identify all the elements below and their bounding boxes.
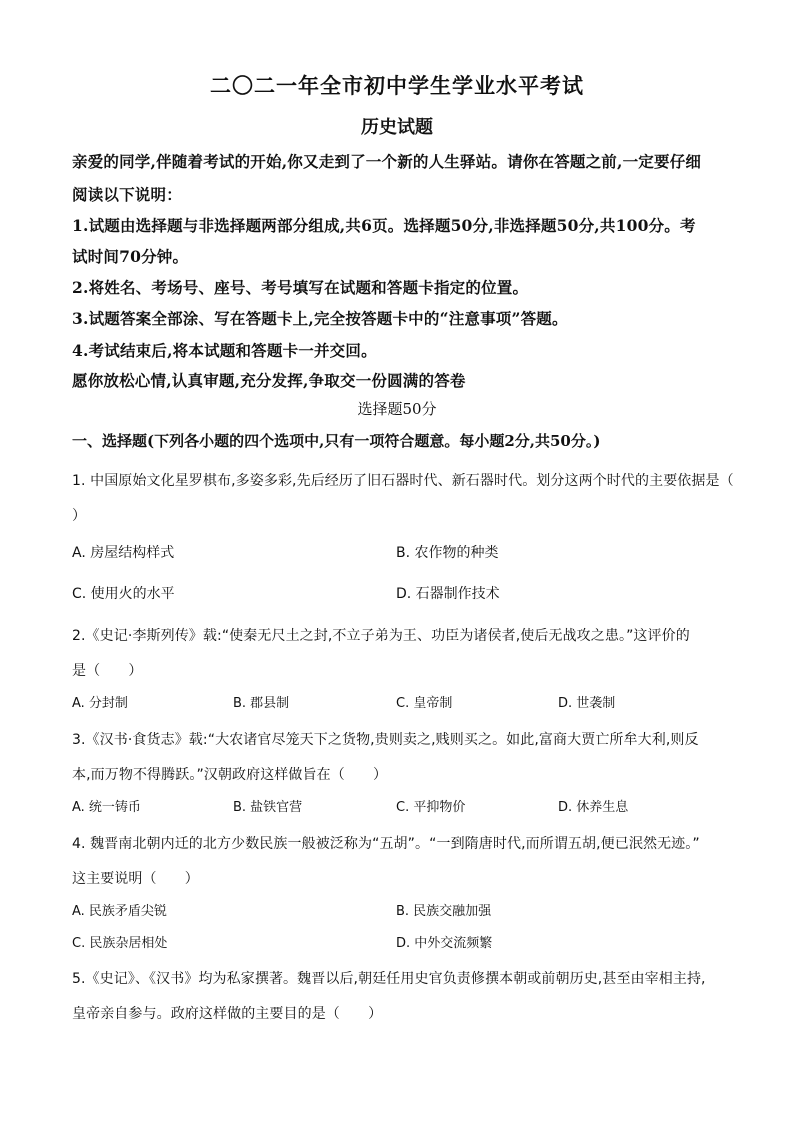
question-4-option-a[interactable]: A. 民族矛盾尖锐	[72, 904, 167, 919]
question-4-text: 4. 魏晋南北朝内迁的北方少数民族一般被泛称为“五胡”。“一到隋唐时代,而所谓五胡,便已泯然无迹。”	[72, 836, 700, 852]
question-2-option-b[interactable]: B. 郡县制	[233, 696, 290, 711]
question-1-option-d[interactable]: D. 石器制作技术	[396, 586, 500, 602]
exam-subtitle: 历史试题	[361, 117, 433, 138]
instruction-1-cont: 试时间70分钟。	[72, 247, 189, 266]
question-3-option-c[interactable]: C. 平抑物价	[396, 800, 466, 815]
question-4-text-cont: 这主要说明（ ）	[72, 871, 199, 887]
question-3-option-b[interactable]: B. 盐铁官营	[233, 800, 303, 815]
question-5-text-cont: 皇帝亲自参与。政府这样做的主要目的是（ ）	[72, 1006, 383, 1022]
question-2-option-a[interactable]: A. 分封制	[72, 696, 128, 711]
question-3-option-d[interactable]: D. 休养生息	[558, 800, 629, 815]
question-5-text: 5.《史记》、《汉书》均为私家撰著。魏晋以后,朝廷任用史官负责修撰本朝或前朝历史,甚至由宰相主持,	[72, 971, 706, 987]
question-3-text-cont: 本,而万物不得腾跃。”汉朝政府这样做旨在（ ）	[72, 767, 388, 783]
question-1-option-b[interactable]: B. 农作物的种类	[396, 545, 499, 561]
question-4-option-b[interactable]: B. 民族交融加强	[396, 904, 492, 919]
question-3-text: 3.《汉书·食货志》载:“大农诸官尽笼天下之货物,贵则卖之,贱则买之。如此,富商大贾亡所牟大利,则反	[72, 732, 699, 748]
question-1-text-cont: ）	[72, 508, 87, 524]
question-2-text: 2.《史记·李斯列传》载:“使秦无尺土之封,不立子弟为王、功臣为诸侯者,使后无战攻之患。”这评价的	[72, 628, 690, 644]
instruction-3: 3.试题答案全部涂、写在答题卡上,完全按答题卡中的“注意事项”答题。	[72, 309, 568, 328]
question-4-option-c[interactable]: C. 民族杂居相处	[72, 936, 168, 951]
exam-title: 二〇二一年全市初中学生学业水平考试	[210, 73, 584, 98]
question-1-text: 1. 中国原始文化星罗棋布,多姿多彩,先后经历了旧石器时代、新石器时代。划分这两个时代的主要依据是（	[72, 473, 734, 489]
question-4-option-d[interactable]: D. 中外交流频繁	[396, 936, 493, 951]
question-2-option-c[interactable]: C. 皇帝制	[396, 696, 453, 711]
instruction-4: 4.考试结束后,将本试题和答题卡一并交回。	[72, 341, 377, 360]
question-1-option-c[interactable]: C. 使用火的水平	[72, 586, 175, 602]
question-2-text-cont: 是（ ）	[72, 663, 143, 679]
instruction-2: 2.将姓名、考场号、座号、考号填写在试题和答题卡指定的位置。	[72, 278, 529, 297]
intro-line: 亲爱的同学,伴随着考试的开始,你又走到了一个新的人生驿站。请你在答题之前,一定要仔细	[72, 152, 702, 171]
instruction-1: 1.试题由选择题与非选择题两部分组成,共6页。选择题50分,非选择题50分,共100分。考	[72, 216, 696, 235]
wish-line: 愿你放松心情,认真审题,充分发挥,争取交一份圆满的答卷	[72, 371, 466, 390]
question-1-option-a[interactable]: A. 房屋结构样式	[72, 545, 175, 561]
part-header: 一、选择题(下列各小题的四个选项中,只有一项符合题意。每小题2分,共50分。)	[72, 432, 601, 450]
intro-line: 阅读以下说明：	[72, 185, 182, 204]
question-3-option-a[interactable]: A. 统一铸币	[72, 800, 141, 815]
question-2-option-d[interactable]: D. 世袭制	[558, 696, 616, 711]
section-title: 选择题50分	[357, 400, 437, 418]
